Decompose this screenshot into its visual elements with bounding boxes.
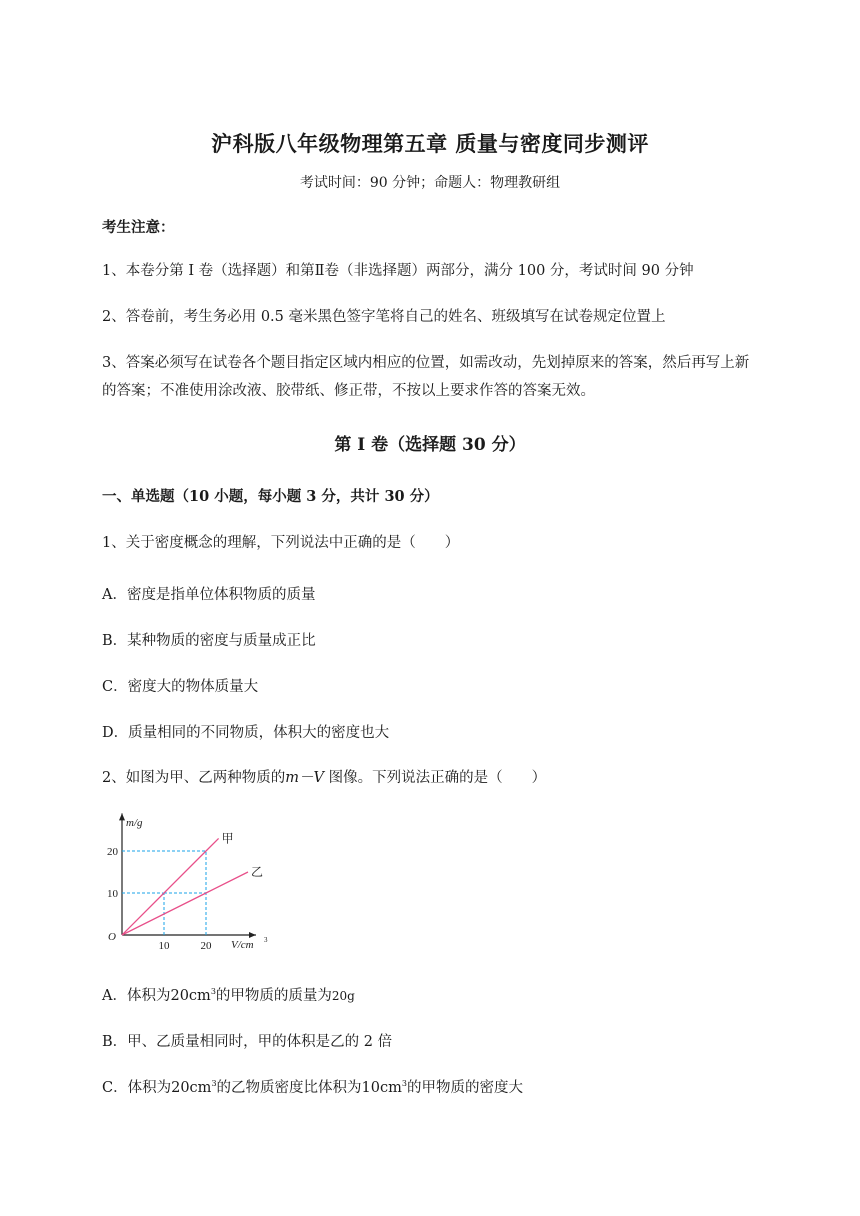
section-title: 第 I 卷（选择题 30 分）: [334, 435, 526, 455]
series-line-1: [122, 838, 219, 935]
option-c-text-2: 的乙物质密度比体积为: [216, 1080, 362, 1096]
x-axis-label-sup: 3: [264, 936, 268, 944]
x-axis-arrow: [249, 932, 256, 938]
option-a-text-2: 的甲物质的质量为: [215, 988, 332, 1004]
option-c-sup-2: 3: [401, 1079, 407, 1089]
series-label-2: 乙: [251, 865, 264, 879]
question-2-option-a: [102, 984, 355, 1005]
question-2-stem-prefix: 2、如图为甲、乙两种物质的: [102, 770, 286, 786]
notice-heading: 考生注意：: [102, 219, 175, 236]
question-1-option-a: A．密度是指单位体积物质的质量: [102, 587, 316, 603]
question-1-option-d: D．质量相同的不同物质，体积大的密度也大: [102, 725, 390, 741]
question-2-stem: [102, 766, 546, 787]
option-c-text-3: 的甲物质的密度大: [406, 1080, 523, 1096]
option-c-sup-1: 3: [211, 1079, 217, 1089]
y-tick-label-20: 20: [107, 846, 118, 858]
option-a-value-2: 20g: [331, 989, 355, 1003]
y-axis-arrow: [119, 813, 125, 820]
option-a-sup-1: 3: [210, 987, 216, 997]
option-a-text-1: A．体积为: [102, 988, 171, 1004]
question-2-stem-math: m－V: [285, 770, 324, 786]
question-2-option-c: [102, 1076, 523, 1097]
question-2-stem-suffix: 图像。下列说法正确的是（ ）: [323, 770, 547, 786]
y-tick-label-10: 10: [107, 888, 118, 900]
m-v-chart: [100, 810, 280, 950]
question-1-stem: 1、关于密度概念的理解，下列说法中正确的是（ ）: [102, 535, 460, 551]
question-1-option-b: B．某种物质的密度与质量成正比: [102, 633, 316, 649]
notice-item-3-cont: 的答案；不准使用涂改液、胶带纸、修正带，不按以上要求作答的答案无效。: [102, 383, 595, 399]
notice-item-2: 2、答卷前，考生务必用 0.5 毫米黑色签字笔将自己的姓名、班级填写在试卷规定位置上: [102, 309, 666, 325]
x-tick-label-10: 10: [158, 940, 170, 950]
y-axis-label: m/g: [126, 817, 143, 829]
question-2-option-b: B．甲、乙质量相同时，甲的体积是乙的 2 倍: [102, 1034, 393, 1050]
option-a-value-1: 20cm: [170, 988, 211, 1004]
x-axis-label: V/cm: [231, 939, 254, 950]
part-heading: 一、单选题（10 小题，每小题 3 分，共计 30 分）: [102, 488, 439, 505]
question-1-option-c: C．密度大的物体质量大: [102, 679, 259, 695]
series-label-1: 甲: [221, 831, 234, 846]
origin-label: O: [108, 931, 116, 943]
x-tick-label-20: 20: [200, 940, 212, 950]
series-line-2: [122, 872, 248, 935]
page-title: 沪科版八年级物理第五章 质量与密度同步测评: [211, 131, 649, 156]
option-c-text-1: C．体积为: [102, 1080, 172, 1096]
option-c-value-2: 10cm: [361, 1080, 402, 1096]
notice-item-3: 3、答案必须写在试卷各个题目指定区域内相应的位置，如需改动，先划掉原来的答案，然后再写上新: [102, 355, 750, 371]
option-c-value-1: 20cm: [171, 1080, 212, 1096]
page-subtitle: 考试时间：90 分钟；命题人：物理教研组: [299, 175, 561, 191]
notice-item-1: 1、本卷分第 I 卷（选择题）和第Ⅱ卷（非选择题）两部分，满分 100 分，考试时间 90 分钟: [102, 263, 694, 279]
